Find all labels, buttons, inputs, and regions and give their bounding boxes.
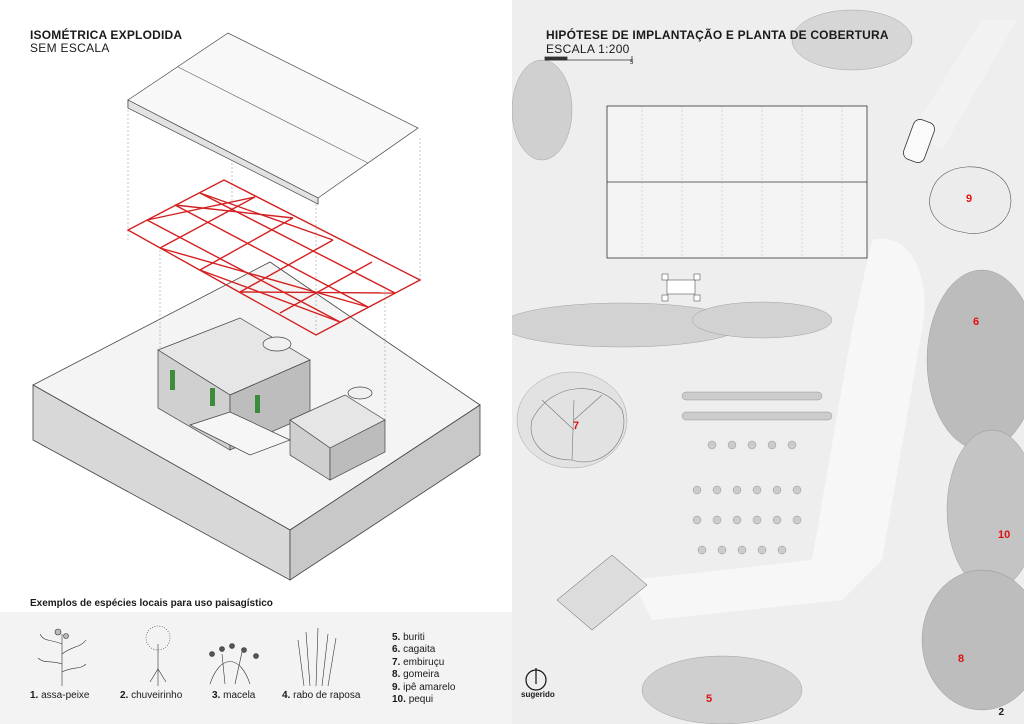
tree-label-9: 9 — [966, 193, 973, 205]
red-roof-structure — [128, 180, 420, 335]
species-heading: Exemplos de espécies locais para uso paisagístico — [30, 598, 273, 609]
tree-label-5: 5 — [706, 693, 713, 705]
tree-label-6: 6 — [973, 316, 980, 328]
species-list-item: 5. buriti — [392, 632, 425, 643]
metal-roof — [128, 33, 418, 204]
tree-label-8: 8 — [958, 653, 965, 665]
crop-rows — [682, 392, 832, 554]
tree-label-7: 7 — [573, 420, 580, 432]
scale-tick-label: 5 — [630, 60, 634, 66]
macela-plant — [210, 644, 259, 685]
species-label-2: 2. chuveirinho — [120, 690, 183, 701]
roof-plan — [607, 106, 867, 258]
outdoor-table — [662, 274, 700, 301]
species-list-item: 7. embiruçu — [392, 656, 445, 668]
site-plan-drawing — [512, 0, 1024, 724]
isometric-title: ISOMÉTRICA EXPLODIDA — [30, 28, 183, 42]
page-number: 2 — [998, 707, 1004, 718]
north-label: sugerido — [521, 690, 555, 699]
species-list-item: 8. gomeira — [392, 669, 440, 681]
solar-panel — [557, 555, 647, 630]
species-list-item: 9. ipê amarelo — [392, 681, 456, 693]
chuveirinho-plant — [146, 626, 170, 686]
species-label-4: 4. rabo de raposa — [282, 690, 361, 701]
species-list-item: 6. cagaita — [392, 644, 436, 656]
scale-bar — [545, 56, 632, 62]
species-label-3: 3. macela — [212, 690, 256, 701]
site-plan-scale: ESCALA 1:200 — [546, 42, 630, 56]
tree-label-10: 10 — [998, 529, 1011, 541]
assa-peixe-plant — [38, 629, 86, 686]
site-plan-panel — [512, 0, 1024, 724]
isometric-subtitle: SEM ESCALA — [30, 41, 110, 55]
species-label-1: 1. assa-peixe — [30, 690, 90, 701]
rabo-de-raposa-plant — [298, 628, 336, 686]
species-list — [392, 632, 455, 706]
exploded-isometric-drawing — [0, 0, 512, 600]
site-plan-title: HIPÓTESE DE IMPLANTAÇÃO E PLANTA DE COBERTURA — [546, 28, 889, 42]
species-list-item: 10. pequi — [392, 694, 434, 706]
